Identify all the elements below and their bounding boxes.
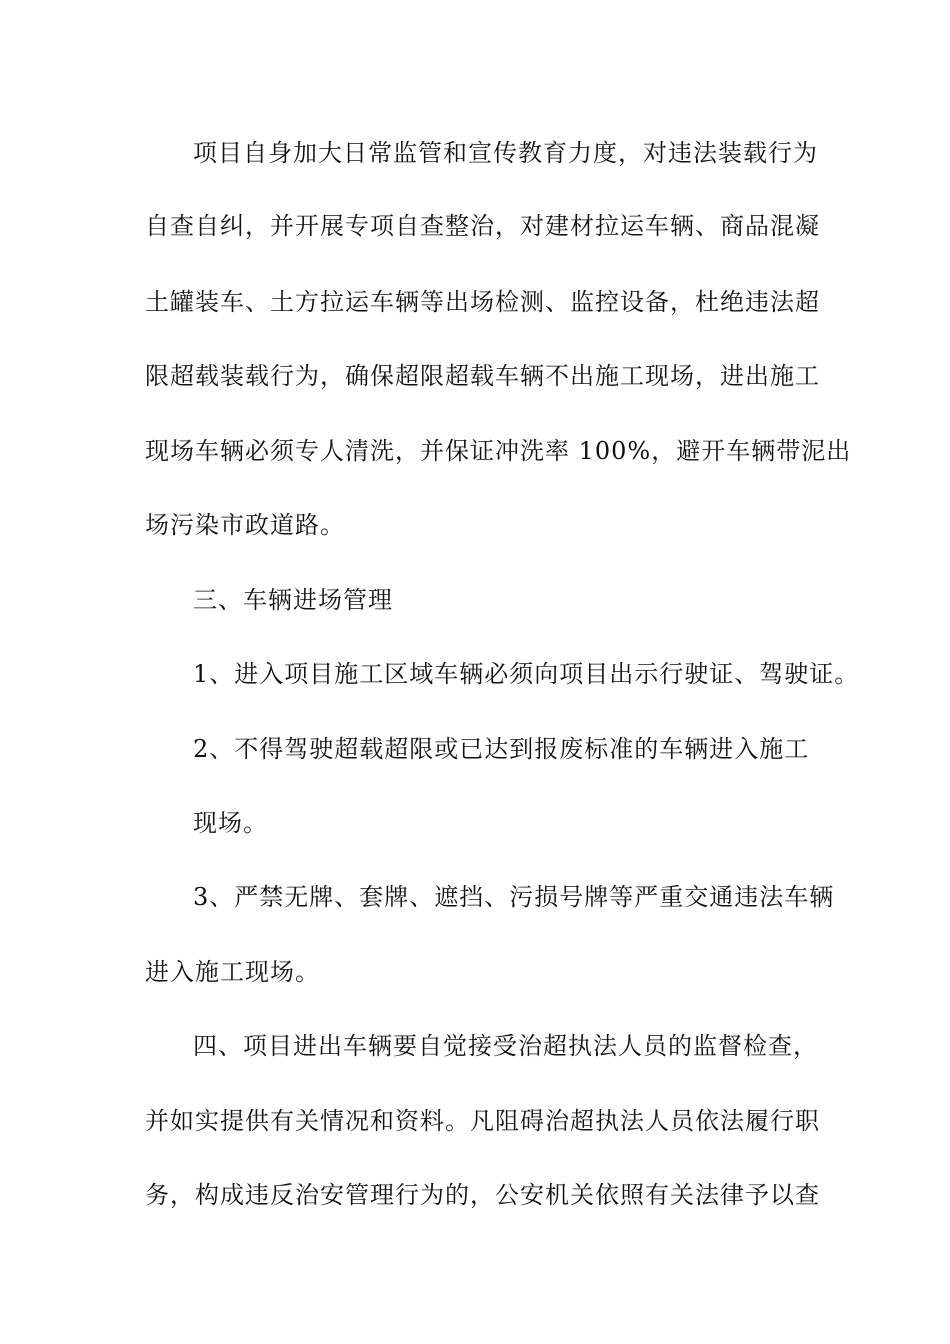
- section-3-item-3-line-1: 3、严禁无牌、套牌、遮挡、污损号牌等严重交通违法车辆: [193, 883, 835, 911]
- paragraph-1-line-4: 限超载装载行为，确保超限超载车辆不出施工现场，进出施工: [145, 362, 820, 390]
- section-4-line-2: 并如实提供有关情况和资料。凡阻碍治超执法人员依法履行职: [145, 1107, 820, 1135]
- paragraph-1-line-6: 场污染市政道路。: [145, 511, 345, 539]
- section-3-item-2-line-1: 2、不得驾驶超载超限或已达到报废标准的车辆进入施工: [193, 735, 810, 763]
- section-3-item-2-line-2: 现场。: [193, 809, 268, 837]
- paragraph-1-line-1: 项目自身加大日常监管和宣传教育力度，对违法装载行为: [193, 139, 818, 167]
- section-3-heading: 三、车辆进场管理: [193, 586, 393, 614]
- paragraph-1-line-3: 土罐装车、土方拉运车辆等出场检测、监控设备，杜绝违法超: [145, 288, 820, 316]
- paragraph-1-line-5: 现场车辆必须专人清洗，并保证冲洗率 100%，避开车辆带泥出: [145, 437, 852, 465]
- section-3-item-1: 1、进入项目施工区域车辆必须向项目出示行驶证、驾驶证。: [193, 660, 860, 688]
- paragraph-1-line-2: 自查自纠，并开展专项自查整治，对建材拉运车辆、商品混凝: [145, 212, 820, 240]
- section-3-item-3-line-2: 进入施工现场。: [145, 958, 320, 986]
- section-4-line-1: 四、项目进出车辆要自觉接受治超执法人员的监督检查，: [193, 1032, 818, 1060]
- section-4-line-3: 务，构成违反治安管理行为的，公安机关依照有关法律予以查: [145, 1181, 820, 1209]
